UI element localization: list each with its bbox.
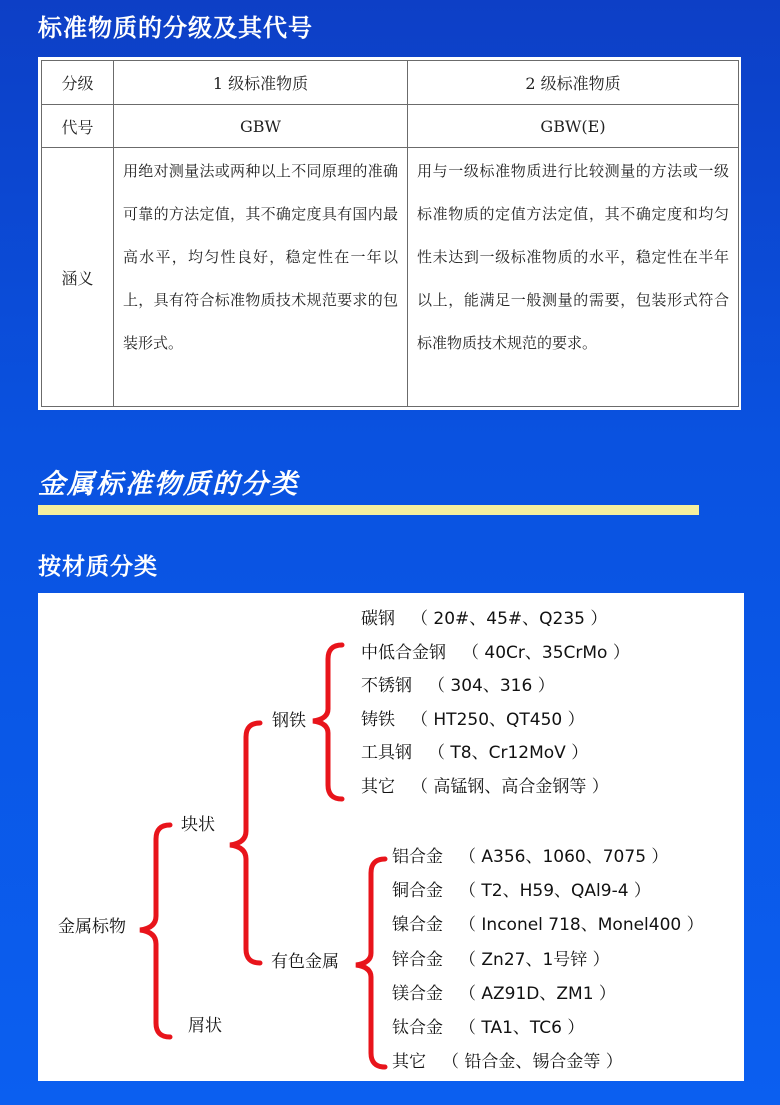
- steel-item-detail: （ 40Cr、35CrMo ）: [462, 642, 630, 663]
- steel-item: [361, 643, 630, 663]
- steel-item-detail: （ 高锰钢、高合金钢等 ）: [411, 777, 609, 797]
- steel-item: [361, 743, 588, 763]
- nonferrous-item-detail: （ A356、1060、7075 ）: [459, 847, 669, 867]
- section-title-classification: 金属标准物质的分类: [38, 469, 299, 500]
- steel-item-name: 碳钢: [361, 609, 395, 629]
- table-row-grade: [42, 61, 739, 105]
- steel-item-name: 工具钢: [361, 743, 412, 764]
- section-title-grading: 标准物质的分级及其代号: [38, 14, 313, 42]
- nonferrous-item: [392, 847, 668, 867]
- bracket-root: [140, 825, 170, 1037]
- bracket-block: [230, 723, 260, 963]
- cell-meaning-label: 涵义: [42, 148, 114, 407]
- nonferrous-item: [392, 1052, 623, 1072]
- tree-node-nonferrous: 有色金属: [271, 952, 339, 972]
- nonferrous-item-name: 镍合金: [392, 915, 443, 936]
- title-underline-bar: [38, 505, 699, 515]
- nonferrous-item-name: 锌合金: [392, 949, 443, 970]
- steel-item: [361, 777, 609, 797]
- table-row-meaning: [42, 148, 739, 407]
- cell-meaning-level1: 用绝对测量法或两种以上不同原理的准确可靠的方法定值，其不确定度具有国内最高水平，均匀性良好，稳定性在一年以上，具有符合标准物质技术规范要求的包装形式。: [114, 148, 408, 407]
- nonferrous-item: [392, 950, 610, 970]
- nonferrous-item-detail: （ T2、H59、QAl9-4 ）: [459, 881, 651, 902]
- cell-code-level2: GBW(E): [408, 105, 739, 148]
- nonferrous-item-name: 铜合金: [392, 881, 443, 902]
- nonferrous-item-name: 钛合金: [392, 1018, 443, 1038]
- tree-node-steel: 钢铁: [272, 711, 306, 731]
- nonferrous-item-detail: （ 铅合金、锡合金等 ）: [442, 1052, 623, 1073]
- steel-item: [361, 676, 555, 696]
- steel-item-detail: （ HT250、QT450 ）: [411, 709, 585, 730]
- cell-grade-label: 分级: [42, 61, 114, 105]
- nonferrous-item: [392, 1018, 584, 1038]
- nonferrous-item-detail: （ AZ91D、ZM1 ）: [459, 983, 616, 1004]
- classification-tree: [38, 593, 744, 1081]
- nonferrous-item: [392, 915, 704, 935]
- steel-item-detail: （ 304、316 ）: [428, 676, 555, 697]
- tree-node-chips: 屑状: [188, 1016, 222, 1036]
- nonferrous-item-name: 镁合金: [392, 983, 443, 1004]
- steel-item-name: 其它: [361, 777, 395, 797]
- grading-table: [41, 60, 739, 407]
- nonferrous-item-name: 铝合金: [392, 847, 443, 867]
- nonferrous-item-detail: （ Inconel 718、Monel400 ）: [459, 915, 704, 936]
- table-row-code: [42, 105, 739, 148]
- nonferrous-item-detail: （ TA1、TC6 ）: [459, 1018, 585, 1038]
- section-title-by-material: 按材质分类: [38, 554, 158, 580]
- steel-item-name: 铸铁: [361, 709, 395, 730]
- nonferrous-item-detail: （ Zn27、1号锌 ）: [459, 949, 610, 970]
- grading-table-card: [38, 57, 741, 410]
- steel-item: [361, 710, 585, 730]
- nonferrous-item-name: 其它: [392, 1052, 426, 1073]
- steel-item-detail: （ T8、Cr12MoV ）: [428, 743, 589, 764]
- tree-node-root: 金属标物: [58, 917, 126, 937]
- cell-code-level1: GBW: [114, 105, 408, 148]
- tree-node-block: 块状: [181, 815, 215, 835]
- steel-item-detail: （ 20#、45#、Q235 ）: [411, 609, 608, 629]
- steel-item-name: 中低合金钢: [361, 642, 446, 663]
- steel-item: [361, 609, 607, 629]
- bracket-steel: [313, 645, 342, 799]
- cell-grade-level1: 1 级标准物质: [114, 61, 408, 105]
- cell-grade-level2: 2 级标准物质: [408, 61, 739, 105]
- cell-code-label: 代号: [42, 105, 114, 148]
- tree-brackets: [38, 593, 744, 1081]
- nonferrous-item: [392, 984, 616, 1004]
- cell-meaning-level2: 用与一级标准物质进行比较测量的方法或一级标准物质的定值方法定值，其不确定度和均匀性未达到一级标准物质的水平，稳定性在半年以上，能满足一般测量的需要，包装形式符合标准物质技术规范的要求。: [408, 148, 739, 407]
- steel-item-name: 不锈钢: [361, 676, 412, 697]
- nonferrous-item: [392, 881, 651, 901]
- bracket-nonferrous: [356, 859, 385, 1067]
